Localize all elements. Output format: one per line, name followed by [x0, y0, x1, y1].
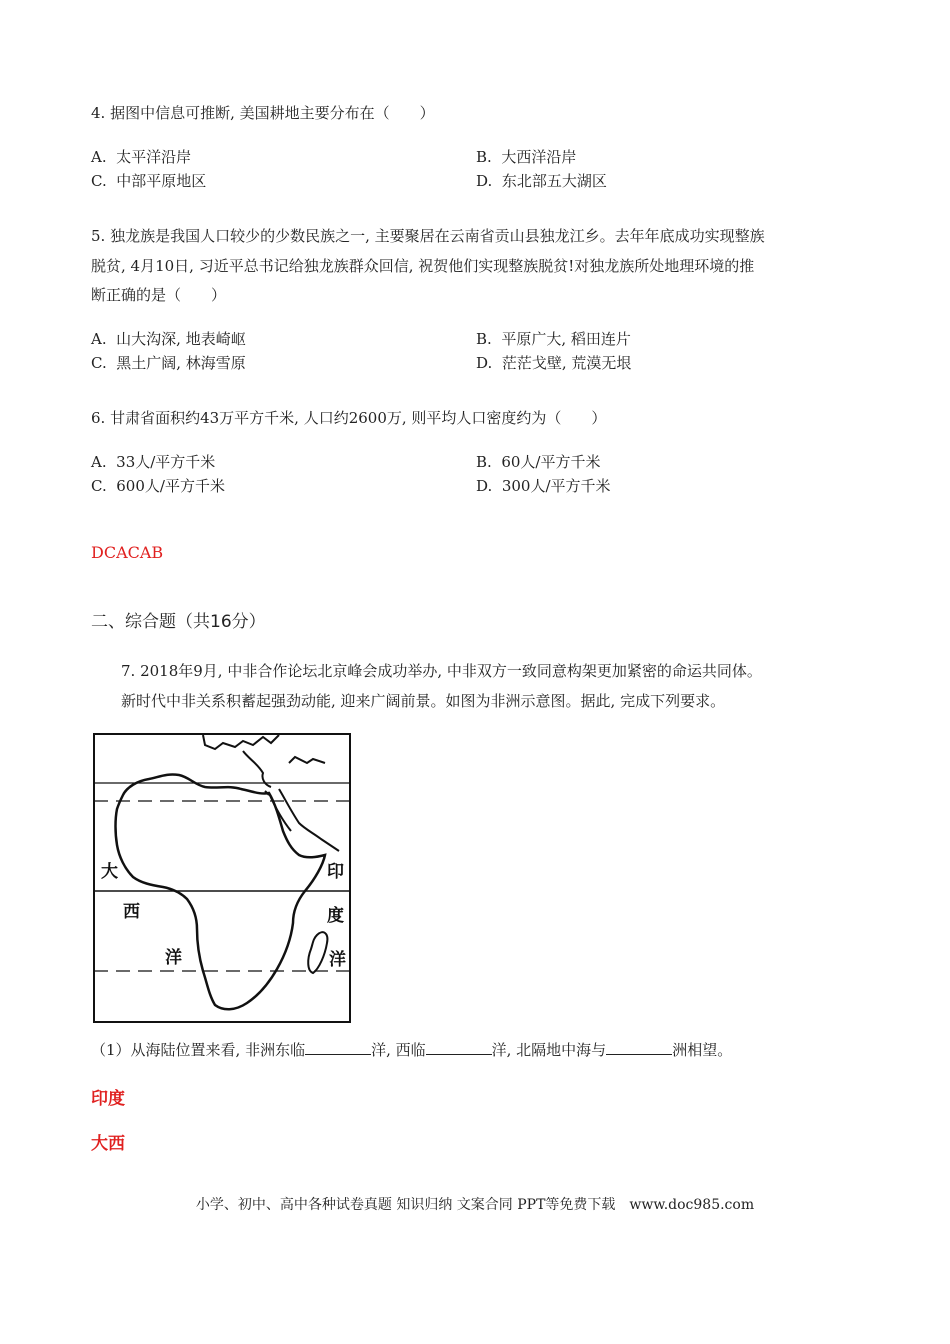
sub1-part4: 洲相望。: [672, 1041, 733, 1059]
option-letter: A.: [91, 330, 107, 348]
label-indian-3: 洋: [329, 950, 346, 970]
label-atlantic-2: 西: [123, 902, 140, 922]
option-text: 60人/平方千米: [501, 453, 601, 471]
label-indian-1: 印: [327, 862, 344, 882]
q5-stem-line2: 脱贫, 4月10日, 习近平总书记给独龙族群众回信, 祝贺他们实现整族脱贫!对独龙族所处地理环境的推: [91, 257, 755, 275]
option-letter: D.: [476, 477, 493, 495]
q7-stem-line1: 7. 2018年9月, 中非合作论坛北京峰会成功举办, 中非双方一致同意构架更加紧密的命运共同体。: [121, 662, 762, 680]
sub1-part2: 洋, 西临: [371, 1041, 426, 1059]
blank-1: [305, 1040, 371, 1055]
option-text: 600人/平方千米: [116, 477, 225, 495]
answer-1: 印度: [91, 1089, 125, 1109]
q6-option-d: [476, 476, 611, 496]
section-title: 二、综合题（共16分）: [91, 612, 266, 632]
label-atlantic-3: 洋: [165, 948, 182, 968]
page-footer: 小学、初中、高中各种试卷真题 知识归纳 文案合同 PPT等免费下载 www.doc985.com: [195, 1197, 755, 1213]
q4-option-a: [91, 147, 191, 167]
option-text: 黑土广阔, 林海雪原: [116, 354, 246, 372]
blank-2: [426, 1040, 492, 1055]
q6-stem: 6. 甘肃省面积约43万平方千米, 人口约2600万, 则平均人口密度约为（ ）: [91, 409, 607, 427]
option-text: 东北部五大湖区: [501, 172, 607, 190]
option-text: 茫茫戈壁, 荒漠无垠: [501, 354, 632, 372]
option-text: 太平洋沿岸: [116, 148, 192, 166]
option-letter: C.: [91, 477, 107, 495]
option-letter: C.: [91, 172, 107, 190]
q4-option-d: [476, 171, 607, 191]
q5-option-c: [91, 353, 246, 373]
q7-sub1: [91, 1040, 732, 1060]
q5-stem-line3: 断正确的是（ ）: [91, 286, 227, 304]
q5-stem-line1: 5. 独龙族是我国人口较少的少数民族之一, 主要聚居在云南省贡山县独龙江乡。去年年底成功实现整族: [91, 227, 765, 245]
option-letter: B.: [476, 453, 492, 471]
label-indian-2: 度: [327, 906, 344, 926]
answer-key: DCACAB: [91, 543, 164, 562]
label-atlantic-1: 大: [101, 862, 118, 882]
option-letter: C.: [91, 354, 107, 372]
option-letter: A.: [91, 453, 107, 471]
option-letter: B.: [476, 330, 492, 348]
q5-option-b: [476, 329, 631, 349]
blank-3: [606, 1040, 672, 1055]
q6-option-c: [91, 476, 225, 496]
option-letter: D.: [476, 354, 493, 372]
q4-option-b: [476, 147, 576, 167]
option-text: 平原广大, 稻田连片: [501, 330, 631, 348]
q7-stem-line2: 新时代中非关系积蓄起强劲动能, 迎来广阔前景。如图为非洲示意图。据此, 完成下列要求。: [121, 692, 726, 710]
q6-option-a: [91, 452, 215, 472]
option-text: 大西洋沿岸: [501, 148, 577, 166]
q5-option-a: [91, 329, 246, 349]
option-text: 300人/平方千米: [501, 477, 611, 495]
q4-stem: 4. 据图中信息可推断, 美国耕地主要分布在（ ）: [91, 104, 435, 122]
option-text: 33人/平方千米: [116, 453, 216, 471]
sub1-part3: 洋, 北隔地中海与: [491, 1041, 607, 1059]
option-text: 山大沟深, 地表崎岖: [116, 330, 246, 348]
answer-2: 大西: [91, 1134, 125, 1154]
option-letter: D.: [476, 172, 493, 190]
africa-map: [93, 733, 351, 1023]
option-letter: A.: [91, 148, 107, 166]
q5-option-d: [476, 353, 631, 373]
q6-option-b: [476, 452, 601, 472]
q4-option-c: [91, 171, 206, 191]
option-letter: B.: [476, 148, 492, 166]
option-text: 中部平原地区: [116, 172, 207, 190]
sub1-part1: （1）从海陆位置来看, 非洲东临: [91, 1041, 306, 1059]
